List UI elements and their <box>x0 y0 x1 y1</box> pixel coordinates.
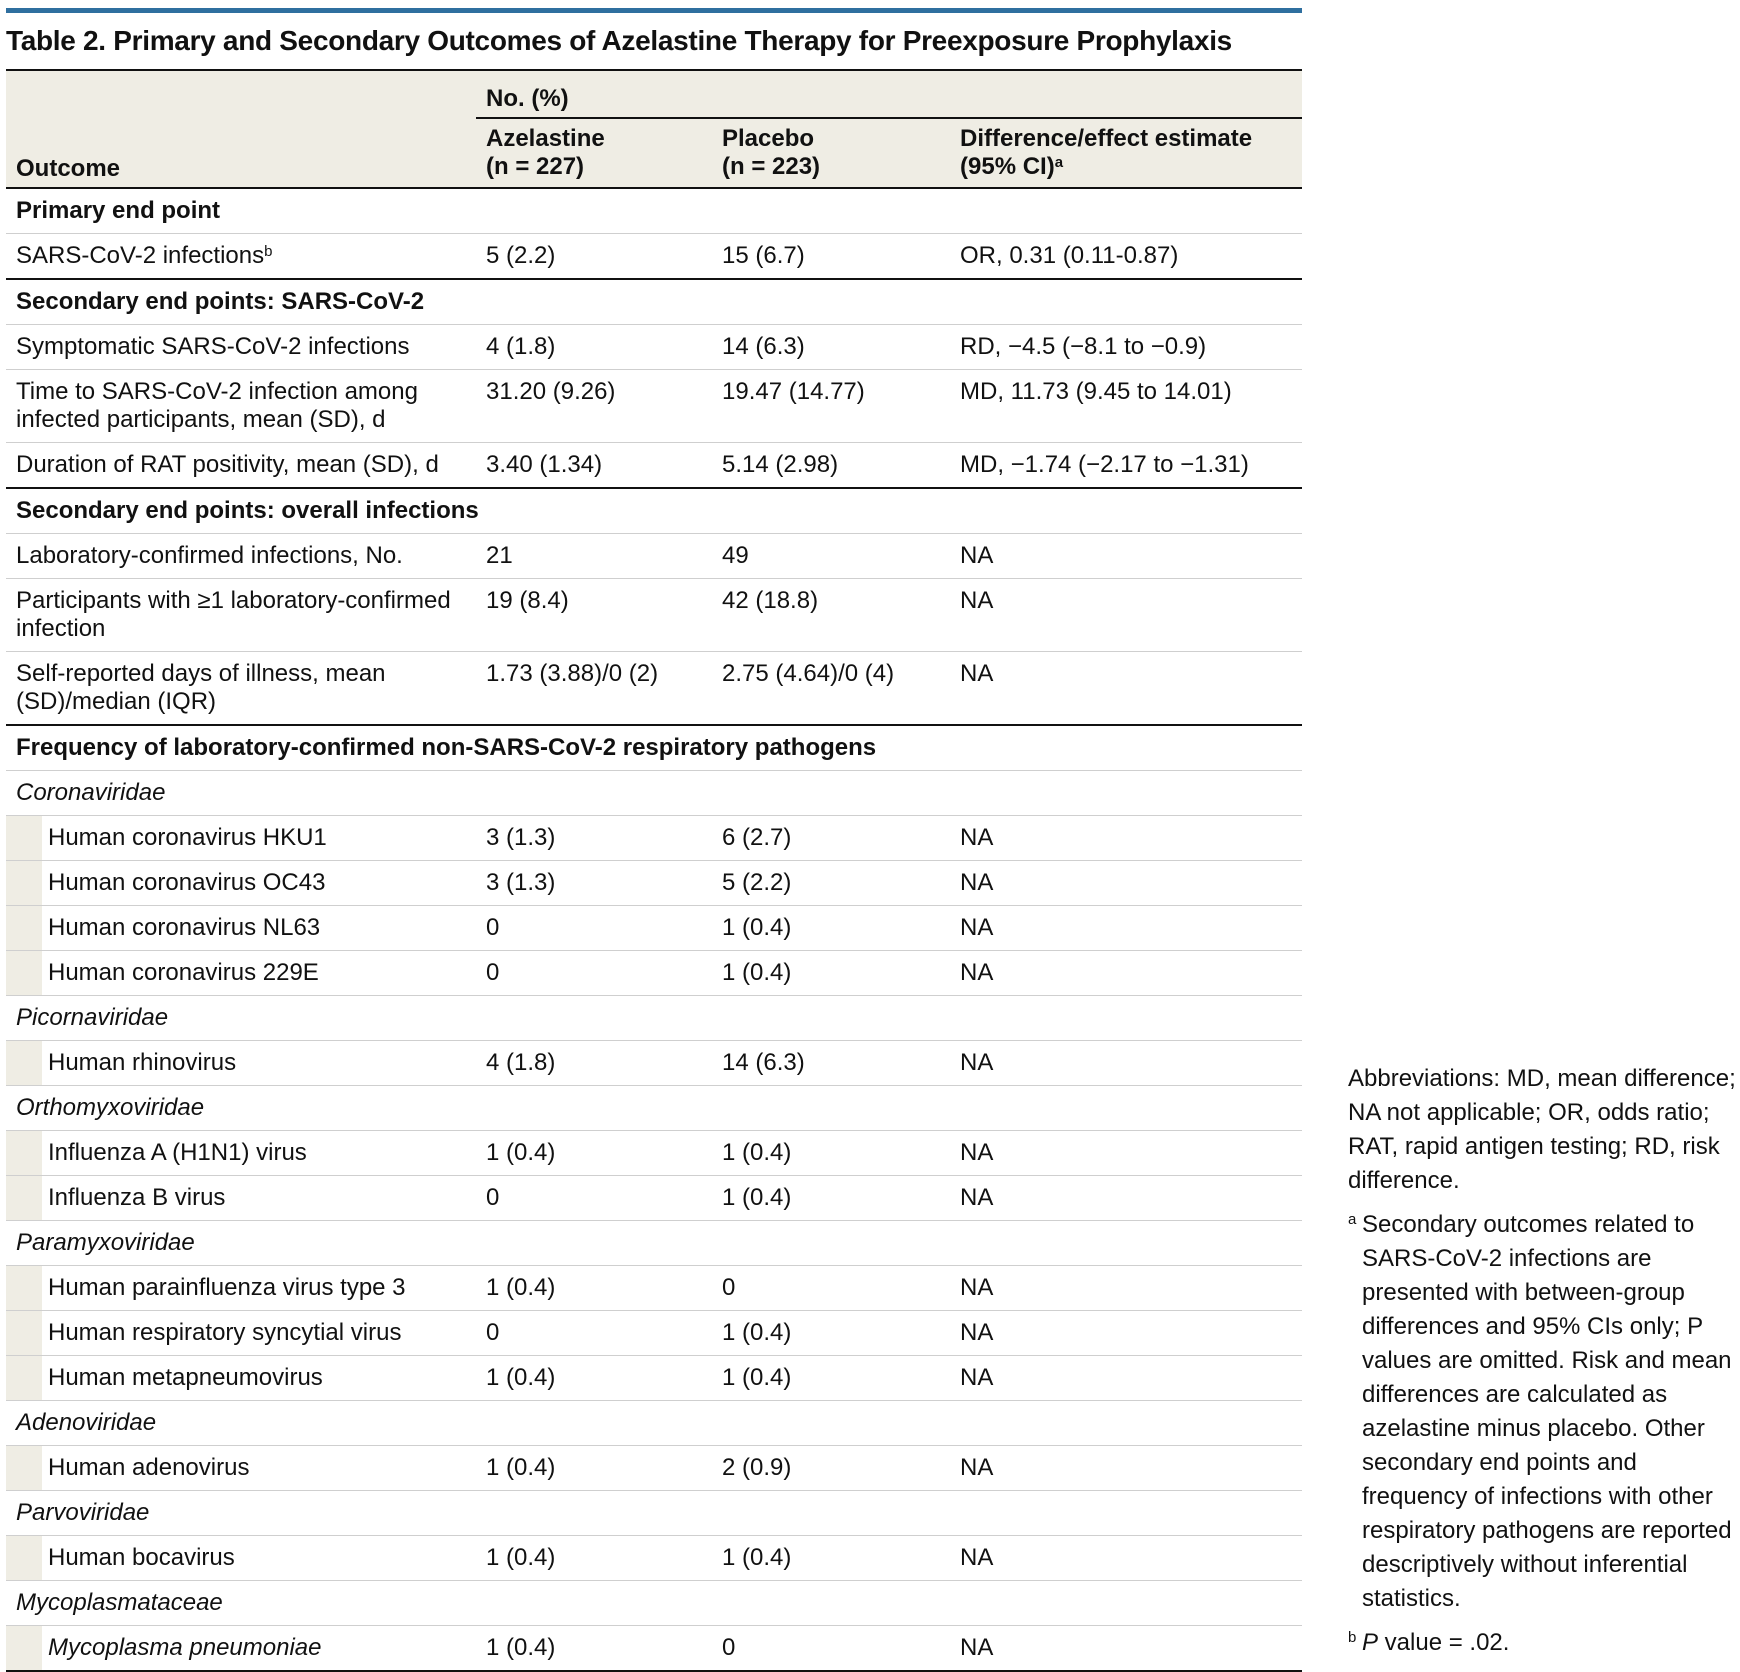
outcome-label: Laboratory-confirmed infections, No. <box>16 542 403 569</box>
outcome-label: Human adenovirus <box>48 1454 250 1481</box>
group-label: Picornaviridae <box>6 996 1302 1041</box>
outcome-cell <box>6 325 476 370</box>
footnote-b-mark: b <box>1348 1629 1357 1646</box>
table-row <box>6 443 1302 489</box>
azelastine-cell: 4 (1.8) <box>476 325 712 370</box>
footnote-b-text <box>1362 1626 1736 1660</box>
outcome-cell <box>6 861 476 906</box>
placebo-cell: 1 (0.4) <box>712 1356 950 1401</box>
indent-wrap <box>6 1319 466 1347</box>
group-row <box>6 1401 1302 1446</box>
group-label: Parvoviridae <box>6 1491 1302 1536</box>
indent-marker <box>6 1626 42 1670</box>
outcome-label: Human metapneumovirus <box>48 1364 323 1391</box>
placebo-cell: 0 <box>712 1266 950 1311</box>
section-row <box>6 188 1302 234</box>
indent-wrap <box>6 959 466 987</box>
indent-marker <box>6 816 42 860</box>
placebo-cell: 1 (0.4) <box>712 1536 950 1581</box>
indent-marker <box>6 1446 42 1490</box>
azelastine-cell: 0 <box>476 1176 712 1221</box>
header-outcome: Outcome <box>6 70 476 188</box>
azelastine-cell: 19 (8.4) <box>476 579 712 652</box>
outcome-cell <box>6 370 476 443</box>
section-label: Frequency of laboratory-confirmed non-SARS-CoV-2 respiratory pathogens <box>6 725 1302 771</box>
section-row <box>6 725 1302 771</box>
placebo-cell: 2 (0.9) <box>712 1446 950 1491</box>
placebo-cell: 14 (6.3) <box>712 1041 950 1086</box>
outcome-cell <box>6 1176 476 1221</box>
azelastine-cell: 0 <box>476 1311 712 1356</box>
indent-marker <box>6 906 42 950</box>
outcome-cell <box>6 579 476 652</box>
outcome-label: SARS-CoV-2 infections <box>16 242 265 269</box>
outcome-cell <box>6 906 476 951</box>
difference-cell: NA <box>950 1311 1302 1356</box>
azelastine-cell: 0 <box>476 951 712 996</box>
difference-cell: NA <box>950 1356 1302 1401</box>
indent-wrap <box>6 1544 466 1572</box>
placebo-cell: 49 <box>712 534 950 579</box>
header-placebo-name: Placebo <box>722 125 815 152</box>
table-caption: Table 2. Primary and Secondary Outcomes of Azelastine Therapy for Preexposure Prophylaxis <box>6 25 1232 56</box>
table-body <box>6 188 1302 1671</box>
placebo-cell: 6 (2.7) <box>712 816 950 861</box>
placebo-cell: 14 (6.3) <box>712 325 950 370</box>
section-label: Primary end point <box>6 188 1302 234</box>
difference-cell: NA <box>950 861 1302 906</box>
outcome-label: Human coronavirus 229E <box>48 959 319 986</box>
indent-marker <box>6 1041 42 1085</box>
difference-cell: NA <box>950 1131 1302 1176</box>
indent-wrap <box>6 1049 466 1077</box>
azelastine-cell: 1 (0.4) <box>476 1626 712 1672</box>
table-row <box>6 1356 1302 1401</box>
indent-marker <box>6 1266 42 1310</box>
group-label: Mycoplasmataceae <box>6 1581 1302 1626</box>
footnote-b-p: P <box>1362 1629 1379 1656</box>
indent-wrap <box>6 1634 466 1662</box>
outcome-cell <box>6 234 476 280</box>
indent-marker <box>6 1311 42 1355</box>
section-label: Secondary end points: SARS-CoV-2 <box>6 279 1302 325</box>
outcome-cell <box>6 1041 476 1086</box>
header-difference <box>950 118 1302 188</box>
indent-wrap <box>6 1454 466 1482</box>
outcome-label: Self-reported days of illness, mean (SD)/median (IQR) <box>16 660 386 715</box>
azelastine-cell: 3 (1.3) <box>476 861 712 906</box>
footnote-b-value: value = .02. <box>1378 1629 1510 1656</box>
footnote-b <box>1348 1626 1736 1660</box>
azelastine-cell: 21 <box>476 534 712 579</box>
table-row <box>6 816 1302 861</box>
table-row <box>6 579 1302 652</box>
footnote-a-mark: a <box>1348 1211 1357 1228</box>
azelastine-cell: 5 (2.2) <box>476 234 712 280</box>
outcome-label: Influenza A (H1N1) virus <box>48 1139 307 1166</box>
header-azelastine-name: Azelastine <box>486 125 605 152</box>
header-placebo <box>712 118 950 188</box>
indent-wrap <box>6 1184 466 1212</box>
difference-cell: NA <box>950 1176 1302 1221</box>
indent-wrap <box>6 824 466 852</box>
table-row <box>6 1446 1302 1491</box>
difference-cell: NA <box>950 534 1302 579</box>
group-row <box>6 1086 1302 1131</box>
placebo-cell: 1 (0.4) <box>712 1311 950 1356</box>
table-row <box>6 861 1302 906</box>
abbreviations-note: Abbreviations: MD, mean difference; NA not applicable; OR, odds ratio; RAT, rapid antigen testing; RD, risk difference. <box>1348 1065 1736 1194</box>
placebo-cell: 2.75 (4.64)/0 (4) <box>712 652 950 726</box>
azelastine-cell: 1 (0.4) <box>476 1131 712 1176</box>
table-row <box>6 951 1302 996</box>
footnote-a-ref: a <box>1054 154 1064 171</box>
footnote-ref: b <box>264 243 273 260</box>
outcome-label: Human parainfluenza virus type 3 <box>48 1274 406 1301</box>
outcome-label: Human rhinovirus <box>48 1049 237 1076</box>
table-row <box>6 370 1302 443</box>
outcome-cell <box>6 1131 476 1176</box>
outcome-label: Human coronavirus NL63 <box>48 914 321 941</box>
outcome-cell <box>6 816 476 861</box>
section-row <box>6 279 1302 325</box>
group-row <box>6 1221 1302 1266</box>
difference-cell: NA <box>950 1266 1302 1311</box>
header-no-pct: No. (%) <box>476 70 1302 118</box>
difference-cell: RD, −4.5 (−8.1 to −0.9) <box>950 325 1302 370</box>
difference-cell: NA <box>950 579 1302 652</box>
header-azelastine-n: (n = 227) <box>486 153 585 180</box>
outcome-label: Influenza B virus <box>48 1184 226 1211</box>
indent-marker <box>6 1536 42 1580</box>
azelastine-cell: 1.73 (3.88)/0 (2) <box>476 652 712 726</box>
outcome-cell <box>6 1446 476 1491</box>
outcome-cell <box>6 534 476 579</box>
indent-marker <box>6 1356 42 1400</box>
azelastine-cell: 1 (0.4) <box>476 1446 712 1491</box>
group-row <box>6 771 1302 816</box>
table-row <box>6 1266 1302 1311</box>
section-label: Secondary end points: overall infections <box>6 488 1302 534</box>
group-label: Coronaviridae <box>6 771 1302 816</box>
outcomes-table <box>6 69 1302 1672</box>
outcome-cell <box>6 1356 476 1401</box>
azelastine-cell: 3 (1.3) <box>476 816 712 861</box>
azelastine-cell: 0 <box>476 906 712 951</box>
indent-wrap <box>6 1274 466 1302</box>
indent-wrap <box>6 1139 466 1167</box>
placebo-cell: 19.47 (14.77) <box>712 370 950 443</box>
outcome-label: Human coronavirus OC43 <box>48 869 326 896</box>
azelastine-cell: 3.40 (1.34) <box>476 443 712 489</box>
outcome-label: Mycoplasma pneumoniae <box>48 1634 322 1661</box>
azelastine-cell: 4 (1.8) <box>476 1041 712 1086</box>
placebo-cell: 1 (0.4) <box>712 1131 950 1176</box>
group-row <box>6 1581 1302 1626</box>
difference-cell: NA <box>950 951 1302 996</box>
azelastine-cell: 1 (0.4) <box>476 1266 712 1311</box>
outcome-label: Participants with ≥1 laboratory-confirmed infection <box>16 587 451 642</box>
outcome-label: Human bocavirus <box>48 1544 235 1571</box>
outcome-label: Human coronavirus HKU1 <box>48 824 327 851</box>
outcome-label: Symptomatic SARS-CoV-2 infections <box>16 333 410 360</box>
header-difference-line1: Difference/effect estimate <box>960 125 1253 152</box>
placebo-cell: 1 (0.4) <box>712 1176 950 1221</box>
difference-cell: NA <box>950 816 1302 861</box>
group-row <box>6 996 1302 1041</box>
table-row <box>6 652 1302 726</box>
azelastine-cell: 1 (0.4) <box>476 1536 712 1581</box>
indent-marker <box>6 1131 42 1175</box>
footnote-a <box>1348 1208 1736 1616</box>
group-label: Paramyxoviridae <box>6 1221 1302 1266</box>
header-difference-line2 <box>960 153 1292 181</box>
group-label: Orthomyxoviridae <box>6 1086 1302 1131</box>
difference-cell: NA <box>950 1446 1302 1491</box>
outcome-label: Duration of RAT positivity, mean (SD), d <box>16 451 439 478</box>
placebo-cell: 1 (0.4) <box>712 906 950 951</box>
placebo-cell: 42 (18.8) <box>712 579 950 652</box>
section-row <box>6 488 1302 534</box>
outcome-label: Time to SARS-CoV-2 infection among infected participants, mean (SD), d <box>16 378 418 433</box>
indent-marker <box>6 951 42 995</box>
header-difference-ci: (95% CI) <box>960 153 1055 180</box>
group-row <box>6 1491 1302 1536</box>
outcome-label: Human respiratory syncytial virus <box>48 1319 402 1346</box>
table-row <box>6 1536 1302 1581</box>
table-row <box>6 1131 1302 1176</box>
indent-wrap <box>6 869 466 897</box>
difference-cell: OR, 0.31 (0.11-0.87) <box>950 234 1302 280</box>
difference-cell: NA <box>950 906 1302 951</box>
azelastine-cell: 31.20 (9.26) <box>476 370 712 443</box>
difference-cell: MD, −1.74 (−2.17 to −1.31) <box>950 443 1302 489</box>
outcomes-table-container <box>6 8 1302 1672</box>
table-row <box>6 1041 1302 1086</box>
placebo-cell: 5.14 (2.98) <box>712 443 950 489</box>
indent-wrap <box>6 1364 466 1392</box>
outcome-cell <box>6 1626 476 1672</box>
indent-wrap <box>6 914 466 942</box>
group-label: Adenoviridae <box>6 1401 1302 1446</box>
placebo-cell: 0 <box>712 1626 950 1672</box>
table-row <box>6 906 1302 951</box>
difference-cell: NA <box>950 652 1302 726</box>
table-row <box>6 325 1302 370</box>
placebo-cell: 15 (6.7) <box>712 234 950 280</box>
difference-cell: NA <box>950 1536 1302 1581</box>
difference-cell: MD, 11.73 (9.45 to 14.01) <box>950 370 1302 443</box>
header-azelastine <box>476 118 712 188</box>
table-row <box>6 1311 1302 1356</box>
table-row <box>6 1626 1302 1672</box>
table-row <box>6 234 1302 280</box>
outcome-cell <box>6 1311 476 1356</box>
placebo-cell: 1 (0.4) <box>712 951 950 996</box>
outcome-cell <box>6 1266 476 1311</box>
azelastine-cell: 1 (0.4) <box>476 1356 712 1401</box>
outcome-cell <box>6 951 476 996</box>
indent-marker <box>6 1176 42 1220</box>
difference-cell: NA <box>950 1626 1302 1672</box>
placebo-cell: 5 (2.2) <box>712 861 950 906</box>
outcome-cell <box>6 1536 476 1581</box>
outcome-cell <box>6 652 476 726</box>
footnote-a-text: Secondary outcomes related to SARS-CoV-2 infections are presented with between-group differences and 95% CIs only; P values are omitted. Risk and mean differences are calculated as azelastine minus placebo. Other secondary end points and frequency of infections with other respiratory pathogens are reported descriptively without inferential statistics. <box>1362 1211 1732 1612</box>
table-row <box>6 534 1302 579</box>
header-placebo-n: (n = 223) <box>722 153 821 180</box>
table-row <box>6 1176 1302 1221</box>
difference-cell: NA <box>950 1041 1302 1086</box>
outcome-cell <box>6 443 476 489</box>
indent-marker <box>6 861 42 905</box>
table-notes <box>1348 1062 1736 1660</box>
